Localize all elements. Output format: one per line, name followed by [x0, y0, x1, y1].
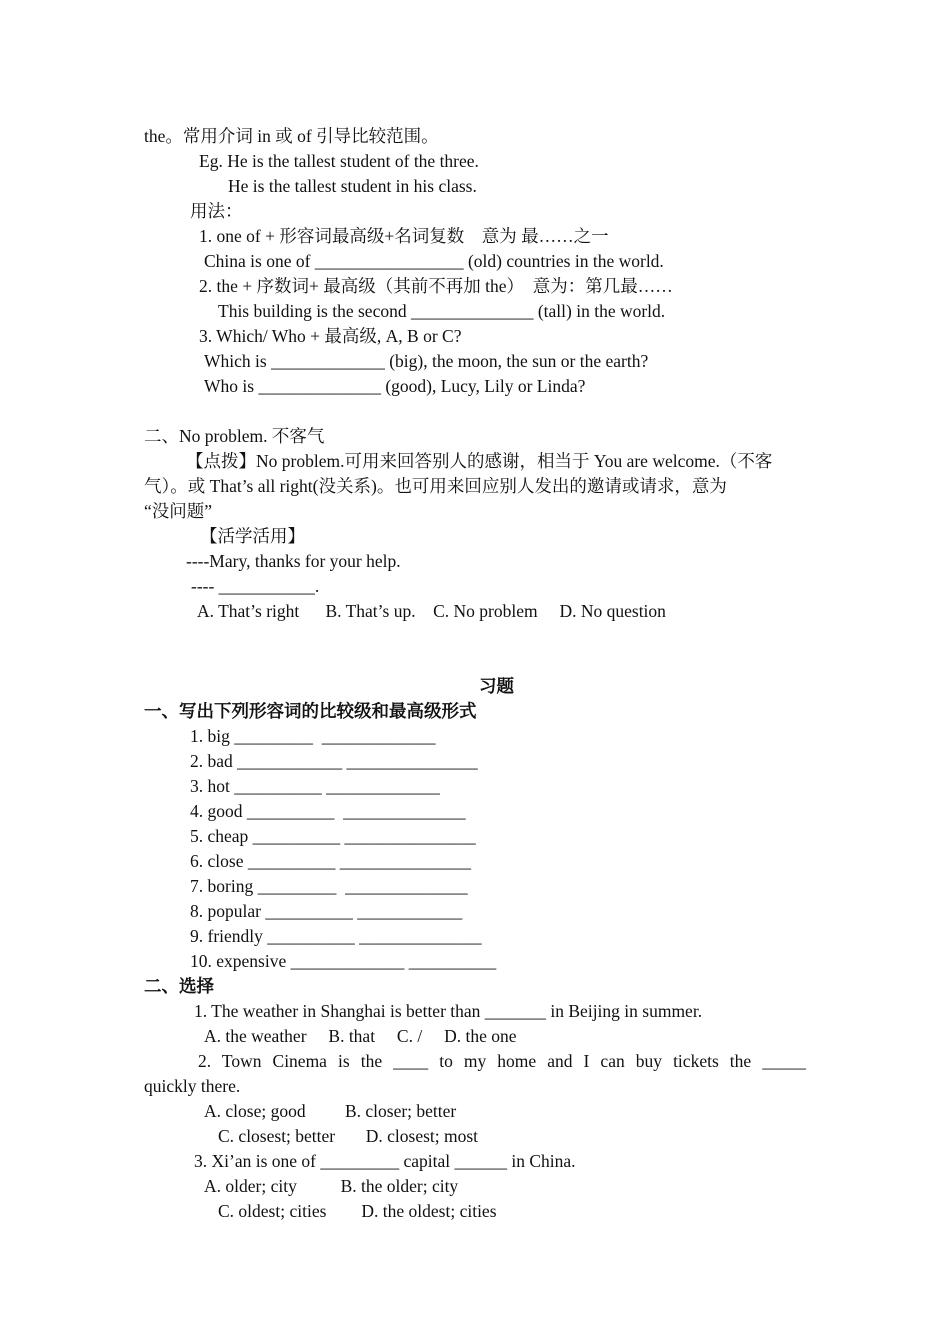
usage-rule-1: 1. one of + 形容词最高级+名词复数 意为 最……之一	[199, 226, 609, 246]
question-2-line-2: quickly there.	[144, 1076, 241, 1096]
list-item: 1. big _________ _____________	[190, 726, 436, 746]
tip-line-2: 气）。或 That’s all right(没关系)。也可用来回应别人发出的邀请或请求，意为	[144, 476, 727, 496]
tip-line-3: “没问题”	[144, 501, 213, 521]
list-item: 8. popular __________ ____________	[190, 901, 463, 921]
usage-example-3a: Which is _____________ (big), the moon, the sun or the earth?	[204, 351, 649, 371]
dialogue-b: ---- ___________.	[191, 576, 320, 596]
usage-example-2: This building is the second ______________ (tall) in the world.	[218, 301, 666, 321]
list-item: 4. good __________ ______________	[190, 801, 466, 821]
intro-text: the。常用介词 in 或 of 引导比较范围。	[144, 126, 439, 146]
section-1-heading: 一、写出下列形容词的比较级和最高级形式	[144, 701, 477, 721]
list-item: 5. cheap __________ _______________	[190, 826, 476, 846]
usage-label: 用法：	[190, 201, 243, 221]
list-item: 9. friendly __________ ______________	[190, 926, 482, 946]
list-item: 7. boring _________ ______________	[190, 876, 468, 896]
answer-options: A. That’s right B. That’s up. C. No problem D. No question	[197, 601, 666, 621]
usage-rule-3: 3. Which/ Who + 最高级, A, B or C?	[199, 326, 462, 346]
section-2-heading: 二、选择	[144, 976, 214, 996]
list-item: 2. bad ____________ _______________	[190, 751, 478, 771]
question-2-line-1: 2. Town Cinema is the ____ to my home and I can buy tickets the _____	[198, 1051, 806, 1071]
question-3-options-b: C. oldest; cities D. the oldest; cities	[218, 1201, 497, 1221]
usage-example-3b: Who is ______________ (good), Lucy, Lily or Linda?	[204, 376, 586, 396]
tip-line-1: 【点拨】No problem.可用来回答别人的感谢，相当于 You are welcome.（不客	[186, 451, 773, 471]
list-item: 6. close __________ _______________	[190, 851, 471, 871]
usage-rule-2: 2. the + 序数词+ 最高级（其前不再加 the） 意为：第几最……	[199, 276, 673, 296]
question-2-options-a: A. close; good B. closer; better	[204, 1101, 457, 1121]
example-2: He is the tallest student in his class.	[228, 176, 477, 196]
question-3-options-a: A. older; city B. the older; city	[204, 1176, 459, 1196]
dialogue-a: ----Mary, thanks for your help.	[186, 551, 401, 571]
page-title: 习题	[479, 676, 514, 696]
list-item: 10. expensive _____________ __________	[190, 951, 497, 971]
question-1: 1. The weather in Shanghai is better than _______ in Beijing in summer.	[194, 1001, 703, 1021]
list-item: 3. hot __________ _____________	[190, 776, 440, 796]
question-1-options: A. the weather B. that C. / D. the one	[204, 1026, 517, 1046]
example-1: Eg. He is the tallest student of the three.	[199, 151, 479, 171]
question-3: 3. Xi’an is one of _________ capital ______ in China.	[194, 1151, 576, 1171]
section-heading: 二、No problem. 不客气	[144, 426, 325, 446]
usage-example-1: China is one of _________________ (old) countries in the world.	[204, 251, 664, 271]
question-2-options-b: C. closest; better D. closest; most	[218, 1126, 479, 1146]
practice-label: 【活学活用】	[200, 526, 305, 546]
